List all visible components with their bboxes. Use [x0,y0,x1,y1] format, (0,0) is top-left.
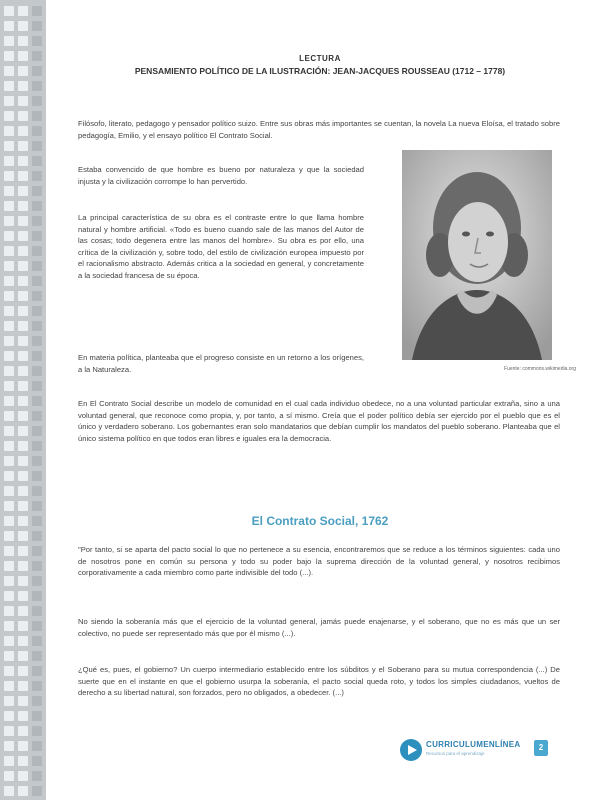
strip-square [32,291,42,301]
strip-square [18,36,28,46]
section-title: El Contrato Social, 1762 [251,514,389,528]
strip-square [32,501,42,511]
strip-square [18,531,28,541]
strip-square [18,186,28,196]
strip-square [4,291,14,301]
strip-square [4,531,14,541]
strip-square [32,786,42,796]
strip-square [18,771,28,781]
strip-square [32,36,42,46]
strip-square [4,411,14,421]
strip-square [32,471,42,481]
strip-square [4,381,14,391]
strip-square [32,486,42,496]
strip-square [32,576,42,586]
strip-square [32,756,42,766]
strip-square [18,621,28,631]
strip-square [4,756,14,766]
strip-square [18,666,28,676]
strip-square [18,486,28,496]
strip-square [4,66,14,76]
strip-square [18,156,28,166]
strip-square [4,231,14,241]
strip-square [4,36,14,46]
strip-square [4,306,14,316]
strip-square [4,741,14,751]
strip-square [18,81,28,91]
document-page [60,0,580,800]
strip-square [4,771,14,781]
strip-square [32,66,42,76]
strip-square [4,666,14,676]
strip-square [32,426,42,436]
strip-square [32,216,42,226]
strip-square [18,651,28,661]
curriculum-logo[interactable] [400,737,521,767]
strip-square [4,141,14,151]
strip-square [18,756,28,766]
strip-square [32,651,42,661]
strip-square [4,156,14,166]
strip-square [32,441,42,451]
strip-square [18,471,28,481]
strip-square [18,111,28,121]
strip-square [4,366,14,376]
strip-square [32,381,42,391]
strip-square [18,696,28,706]
strip-square [4,636,14,646]
strip-square [4,336,14,346]
strip-square [4,51,14,61]
strip-square [18,126,28,136]
strip-square [32,351,42,361]
strip-square [18,441,28,451]
strip-square [4,426,14,436]
strip-square [32,666,42,676]
strip-square [32,201,42,211]
quote-paragraph-2: No siendo la soberanía más que el ejercicio de la voluntad general, jamás puede enajenarse, y el soberano, que no es más que un ser colectivo, no puede ser representado más que por él mismo (...). [78,617,560,638]
strip-square [32,321,42,331]
intro-paragraph-1: Filósofo, literato, pedagogo y pensador político suizo. Entre sus obras más importantes se cuentan, la novela La nueva Eloísa, el tratado sobre pedagogía, Emilio, y el ensayo político El Contrato Social. [78,119,560,140]
logo-name: CURRICULUMENLÍNEA [426,740,521,749]
intro-paragraph-5: En El Contrato Social describe un modelo de comunidad en el cual cada individuo obedece, no a una voluntad particular extraña, sino a una voluntad general, que reconoce como propia, y, por tanto, a sí mismo. Creía que el poder político debía ser ejercido por el pueblo que es el único y verdadero soberano. Los gobernantes eran solo mandatarios que debían cumplir los mandatos del pueblo soberano. Planteaba que el único sistema político en que todos eran libres e iguales era la democracia. [78,399,560,443]
strip-square [18,366,28,376]
strip-square [32,81,42,91]
decorative-side-strip [0,0,46,800]
strip-square [18,396,28,406]
intro-paragraph-3: La principal característica de su obra es el contraste entre lo que llama hombre natural y hombre artificial. «Todo es bueno cuando sale de las manos del Autor de las cosas; todo degenera entre las manos del hombre». Su obra es por ello, una crítica de la civilización y, sobre todo, del estilo de civilización europea impuesto por el racionalismo abstracto. Además critica a la sociedad en general, y concretamente a la sociedad francesa de su época. [78,213,364,280]
strip-square [4,111,14,121]
strip-square [4,711,14,721]
strip-square [4,471,14,481]
strip-square [4,21,14,31]
strip-square [32,726,42,736]
strip-square [32,561,42,571]
strip-square [18,246,28,256]
strip-square [4,396,14,406]
strip-square [4,246,14,256]
strip-square [4,171,14,181]
strip-square [32,111,42,121]
strip-square [18,51,28,61]
strip-square [18,501,28,511]
strip-square [32,696,42,706]
strip-square [4,351,14,361]
strip-square [18,306,28,316]
strip-square [4,96,14,106]
strip-square [32,126,42,136]
strip-square [32,171,42,181]
strip-square [18,576,28,586]
strip-square [4,591,14,601]
portrait-image [402,150,552,360]
strip-square [32,546,42,556]
strip-square [18,291,28,301]
strip-square [18,216,28,226]
strip-square [4,561,14,571]
strip-square [18,96,28,106]
strip-square [18,786,28,796]
intro-paragraph-2: Estaba convencido de que hombre es bueno por naturaleza y que la sociedad injusta y la civilización corrompe lo han pervertido. [78,165,364,186]
page-title: PENSAMIENTO POLÍTICO DE LA ILUSTRACIÓN: JEAN-JACQUES ROUSSEAU (1712 – 1778) [134,66,506,76]
strip-square [18,381,28,391]
quote-paragraph-3: ¿Qué es, pues, el gobierno? Un cuerpo intermediario establecido entre los súbditos y el Soberano para su mutua correspondencia (...) De suerte que en el instante en que el gobierno usurpa la soberanía, el pacto social queda roto, y todos los simples ciudadanos, vueltos de derecho a su libertad natural, son forzados, pero no obligados, a obedecer. (...) [78,665,560,698]
strip-square [18,456,28,466]
strip-square [18,546,28,556]
strip-square [18,276,28,286]
strip-square [4,621,14,631]
strip-square [4,786,14,796]
strip-square [4,696,14,706]
strip-square [4,681,14,691]
intro-paragraph-4: En materia política, planteaba que el progreso consiste en un retorno a los orígenes, a la Naturaleza. [78,353,364,374]
strip-square [4,516,14,526]
strip-square [32,261,42,271]
strip-square [4,501,14,511]
strip-square [18,516,28,526]
strip-square [18,591,28,601]
strip-square [32,456,42,466]
strip-square [4,321,14,331]
strip-square [32,606,42,616]
strip-square [4,726,14,736]
strip-square [4,606,14,616]
strip-square [18,741,28,751]
image-caption: Fuente: commons.wikimedia.org [504,366,576,372]
strip-square [32,681,42,691]
strip-square [32,366,42,376]
strip-square [32,621,42,631]
strip-square [18,141,28,151]
strip-square [18,6,28,16]
strip-square [32,516,42,526]
strip-square [32,531,42,541]
strip-square [18,336,28,346]
strip-square [32,6,42,16]
strip-square [32,411,42,421]
strip-square [32,711,42,721]
play-logo-icon [400,739,422,761]
strip-square [18,681,28,691]
strip-square [4,81,14,91]
strip-square [4,186,14,196]
strip-square [32,306,42,316]
strip-square [32,141,42,151]
strip-square [4,6,14,16]
strip-square [32,186,42,196]
page-number: 2 [534,740,548,756]
quote-paragraph-1: "Por tanto, si se aparta del pacto social lo que no pertenece a su esencia, encontraremos que se reduce a los términos siguientes: cada uno de nosotros pone en común su persona y todo su poder bajo la suprema dirección de la voluntad general, y nosotros recibimos corporativamente a cada miembro como parte indivisible del todo (...). [78,545,560,578]
strip-square [18,231,28,241]
strip-square [18,726,28,736]
strip-square [32,246,42,256]
strip-square [4,456,14,466]
strip-square [18,426,28,436]
strip-square [32,636,42,646]
strip-square [32,741,42,751]
strip-square [32,591,42,601]
strip-square [4,276,14,286]
strip-square [18,21,28,31]
reading-kicker: LECTURA [299,54,341,63]
strip-square [18,66,28,76]
strip-square [4,651,14,661]
strip-square [4,261,14,271]
strip-square [4,201,14,211]
strip-square [32,96,42,106]
strip-square [4,486,14,496]
strip-square [4,546,14,556]
strip-square [4,126,14,136]
strip-square [32,276,42,286]
strip-square [32,231,42,241]
strip-square [18,201,28,211]
strip-square [32,156,42,166]
strip-square [18,606,28,616]
strip-square [32,51,42,61]
strip-square [4,216,14,226]
strip-square [32,771,42,781]
strip-square [18,321,28,331]
strip-square [18,711,28,721]
strip-square [4,441,14,451]
strip-square [4,576,14,586]
strip-square [32,336,42,346]
strip-square [32,21,42,31]
strip-square [18,561,28,571]
strip-square [18,636,28,646]
strip-square [32,396,42,406]
strip-square [18,171,28,181]
logo-tagline: Recursos para el aprendizaje [426,751,485,756]
strip-square [18,351,28,361]
strip-square [18,261,28,271]
strip-square [18,411,28,421]
